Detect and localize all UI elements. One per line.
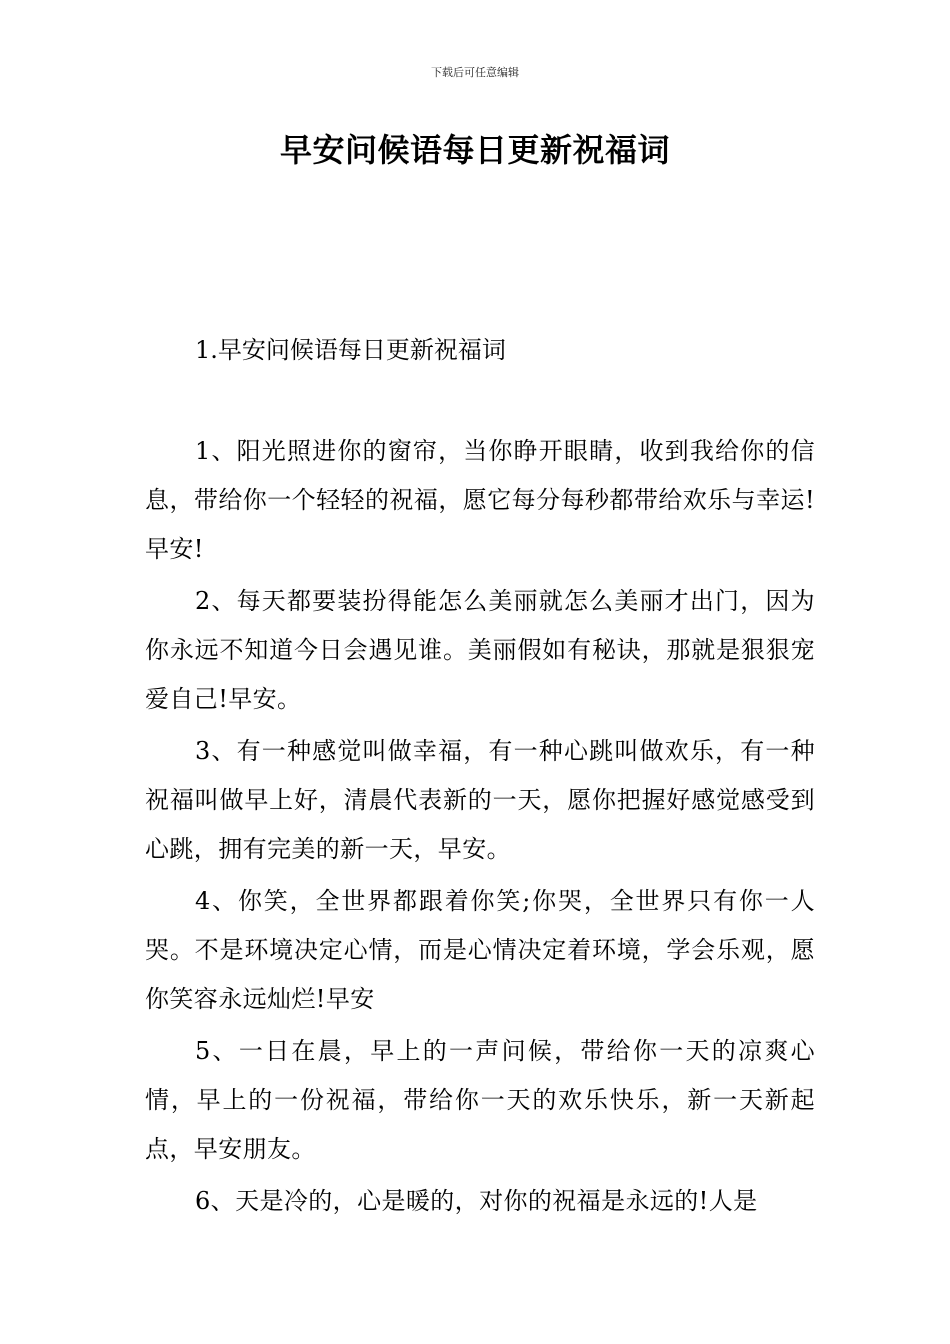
section-heading: 1.早安问候语每日更新祝福词 [195,336,506,364]
document-body [145,427,815,1229]
paragraph-3: 3、有一种感觉叫做幸福，有一种心跳叫做欢乐，有一种祝福叫做早上好，清晨代表新的一天，愿你把握好感觉感受到心跳，拥有完美的新一天，早安。 [145,737,815,863]
paragraph-1: 1、阳光照进你的窗帘，当你睁开眼睛，收到我给你的信息，带给你一个轻轻的祝福，愿它每分每秒都带给欢乐与幸运!早安! [145,437,815,563]
paragraph-6: 6、天是冷的，心是暖的，对你的祝福是永远的!人是 [195,1187,758,1215]
paragraph-2: 2、每天都要装扮得能怎么美丽就怎么美丽才出门，因为你永远不知道今日会遇见谁。美丽假如有秘诀，那就是狠狠宠爱自己!早安。 [145,587,815,713]
paragraph-5: 5、一日在晨，早上的一声问候，带给你一天的凉爽心情，早上的一份祝福，带给你一天的欢乐快乐，新一天新起点，早安朋友。 [145,1037,815,1163]
header-note: 下载后可任意编辑 [431,66,519,79]
document-title: 早安问候语每日更新祝福词 [279,131,670,169]
paragraph-4: 4、你笑，全世界都跟着你笑;你哭，全世界只有你一人哭。不是环境决定心情，而是心情决定着环境，学会乐观，愿你笑容永远灿烂!早安 [145,887,815,1013]
